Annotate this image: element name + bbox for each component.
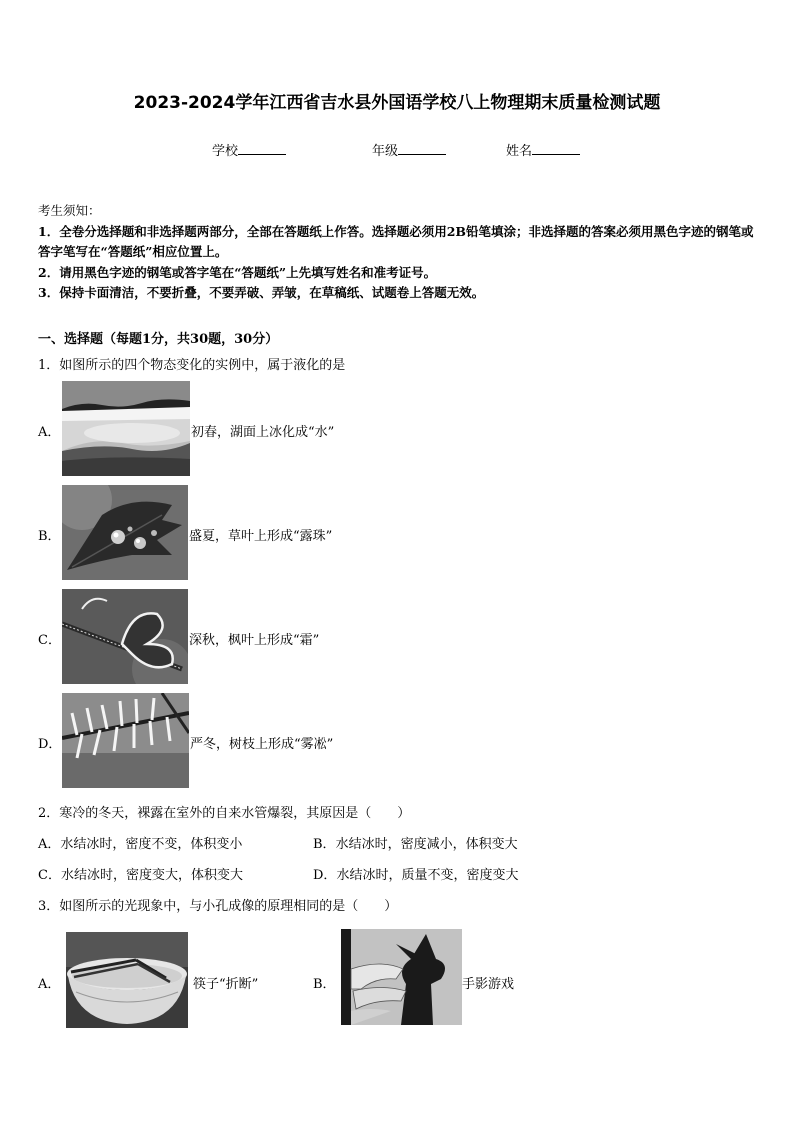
q2-option-c-text: 水结冰时，密度变大，体积变大 [60,868,243,883]
q3-option-b-text: 手影游戏 [462,977,515,992]
chopsticks-bowl-image [66,932,188,1028]
notice-heading: 考生须知： [38,203,101,218]
grade-field [372,140,446,159]
grade-label: 年级 [372,144,399,159]
q2-option-b-label: B． [313,837,336,852]
q1-option-b-label: B． [38,529,61,544]
notice-item-1: 1．全卷分选择题和非选择题两部分，全部在答题纸上作答。选择题必须用2B铅笔填涂；非选择题的答案必须用黑色字迹的钢笔或答字笔写在“答题纸”相应位置上。 [38,223,754,259]
q1-stem: 1．如图所示的四个物态变化的实例中，属于液化的是 [38,358,346,373]
q2-option-d-text: 水结冰时，质量不变，密度变大 [336,868,519,883]
q2-option-c-label: C． [38,868,61,883]
frozen-lake-image [62,381,190,476]
school-blank [238,142,286,155]
name-blank [532,142,580,155]
frost-leaf-image [62,589,188,684]
notice-item-2: 2．请用黑色字迹的钢笔或答字笔在“答题纸”上先填写姓名和准考证号。 [38,264,437,280]
q1-option-b-text: 盛夏，草叶上形成“露珠” [189,529,333,544]
q2-option-a [38,833,242,852]
section-heading: 一、选择题（每题1分，共30题，30分） [38,332,279,347]
q2-option-d-label: D． [313,868,337,883]
q2-option-b [313,833,518,852]
q2-option-a-label: A． [38,837,61,852]
q2-option-b-text: 水结冰时，密度减小，体积变大 [335,837,518,852]
page-title: 2023-2024学年江西省吉水县外国语学校八上物理期末质量检测试题 [133,93,661,113]
q1-option-a-text: 初春，湖面上冰化成“水” [191,425,335,440]
dew-leaf-image [62,485,188,580]
q3-option-b-label: B． [313,977,336,992]
q1-option-a-label: A． [38,425,61,440]
exam-notice [38,201,760,304]
name-field [506,140,580,159]
hand-shadow-image [341,929,462,1025]
q1-option-d-text: 严冬，树枝上形成“雾凇” [190,737,334,752]
school-field [212,140,286,159]
name-label: 姓名 [506,144,533,159]
grade-blank [398,142,446,155]
q3-option-a-text: 筷子“折断” [193,977,259,992]
q1-option-c-text: 深秋，枫叶上形成“霜” [189,633,320,648]
q2-option-a-text: 水结冰时，密度不变，体积变小 [60,837,243,852]
school-label: 学校 [212,144,239,159]
q2-option-d [313,864,518,883]
q1-option-d-label: D． [38,737,62,752]
rime-branch-image [62,693,189,788]
q2-stem: 2．寒冷的冬天，裸露在室外的自来水管爆裂，其原因是（ ） [38,806,411,821]
notice-item-3: 3．保持卡面清洁，不要折叠，不要弄破、弄皱，在草稿纸、试题卷上答题无效。 [38,285,485,300]
q3-stem: 3．如图所示的光现象中，与小孔成像的原理相同的是（ ） [38,899,398,914]
q3-option-a-label: A． [38,977,61,992]
q1-option-c-label: C． [38,633,61,648]
q2-option-c [38,864,243,883]
